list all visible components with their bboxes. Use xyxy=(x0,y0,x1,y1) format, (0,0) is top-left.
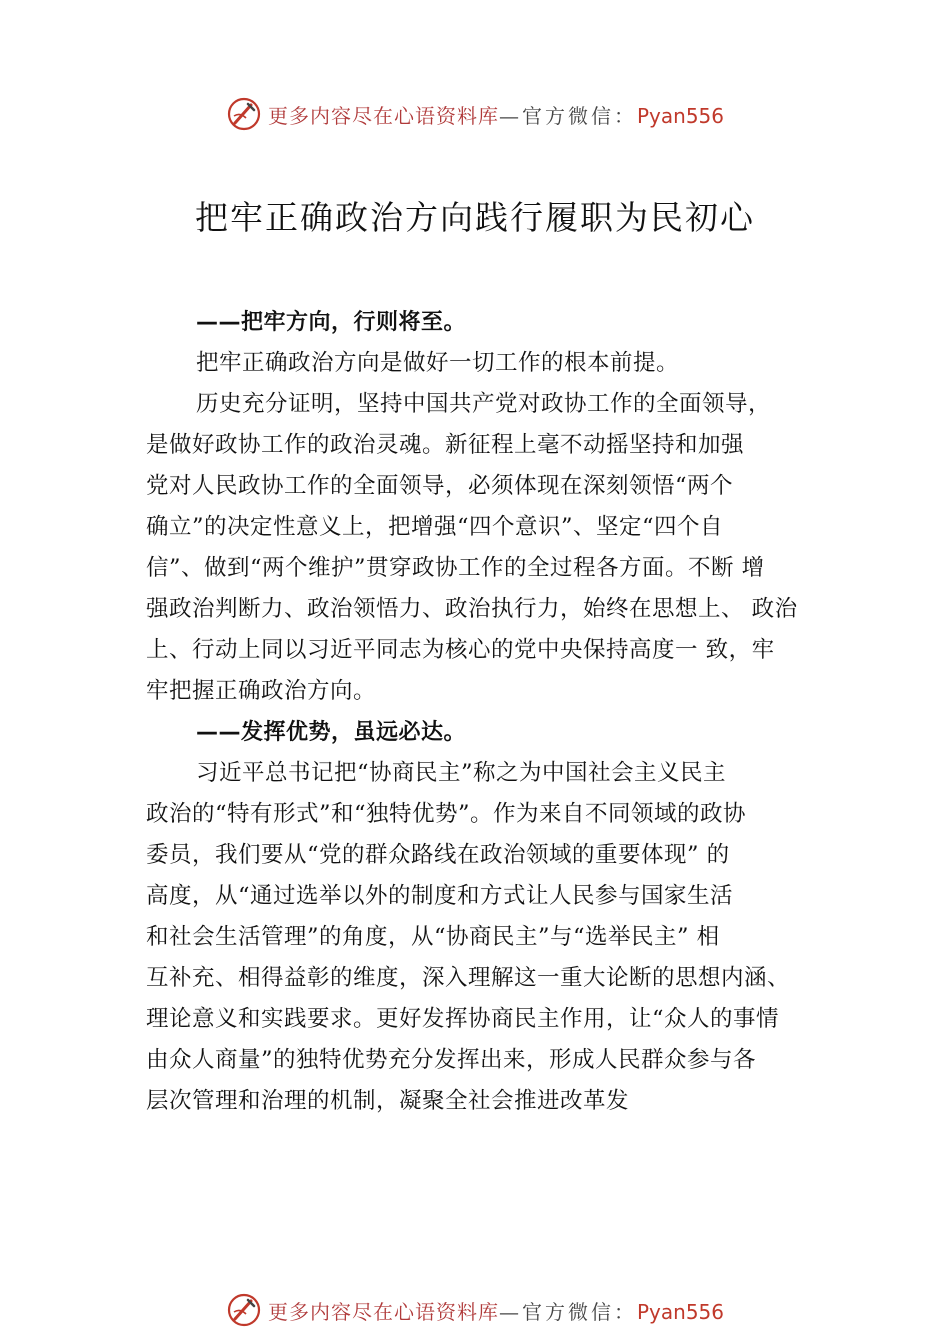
paragraph-line: 把牢正确政治方向是做好一切工作的根本前提。 xyxy=(196,350,680,376)
section-heading: ——把牢方向，行则将至。 xyxy=(196,310,467,335)
paragraph-line: 由众人商量”的独特优势充分发挥出来，形成人民群众参与各 xyxy=(146,1047,757,1073)
pen-circle-logo xyxy=(226,96,262,132)
header-watermark-banner xyxy=(0,94,950,134)
paragraph-line: 强政治判断力、政治领悟力、政治执行力，始终在思想上、 政治 xyxy=(146,596,798,622)
paragraph-line: 委员，我们要从“党的群众路线在政治领域的重要体现” 的 xyxy=(146,842,730,868)
banner-text: 更多内容尽在心语资料库—官方微信：Pyan556 xyxy=(267,1299,724,1324)
paragraph-line: 上、行动上同以习近平同志为核心的党中央保持高度一 致，牢 xyxy=(146,637,775,663)
banner-text: 更多内容尽在心语资料库—官方微信：Pyan556 xyxy=(267,103,724,128)
paragraph-line: 党对人民政协工作的全面领导，必须体现在深刻领悟“两个 xyxy=(146,473,734,499)
paragraph-line: 牢把握正确政治方向。 xyxy=(146,678,377,704)
paragraph-line: 政治的“特有形式”和“独特优势”。作为来自不同领域的政协 xyxy=(146,801,747,827)
paragraph-line: 高度，从“通过选举以外的制度和方式让人民参与国家生活 xyxy=(146,883,734,909)
paragraph-line: 互补充、相得益彰的维度，深入理解这一重大论断的思想内涵、 xyxy=(146,965,791,991)
paragraph-line: 确立”的决定性意义上，把增强“四个意识”、坚定“四个自 xyxy=(146,514,724,540)
paragraph-line: 是做好政协工作的政治灵魂。新征程上毫不动摇坚持和加强 xyxy=(146,432,745,458)
paragraph-line: 习近平总书记把“协商民主”称之为中国社会主义民主 xyxy=(196,760,727,786)
paragraph-line: 和社会生活管理”的角度，从“协商民主”与“选举民主” 相 xyxy=(146,924,720,950)
paragraph-line: 层次管理和治理的机制，凝聚全社会推进改革发 xyxy=(146,1088,630,1114)
section-heading: ——发挥优势，虽远必达。 xyxy=(196,720,467,745)
paragraph-line: 历史充分证明，坚持中国共产党对政协工作的全面领导， xyxy=(196,391,772,417)
paragraph-line: 信”、做到“两个维护”贯穿政协工作的全过程各方面。不断 增 xyxy=(146,555,765,581)
document-body xyxy=(146,302,836,1122)
document-title: 把牢正确政治方向践行履职为民初心 xyxy=(195,198,755,237)
footer-watermark-banner xyxy=(0,1290,950,1330)
paragraph-line: 理论意义和实践要求。更好发挥协商民主作用，让“众人的事情 xyxy=(146,1006,780,1032)
pen-circle-logo xyxy=(226,1292,262,1328)
